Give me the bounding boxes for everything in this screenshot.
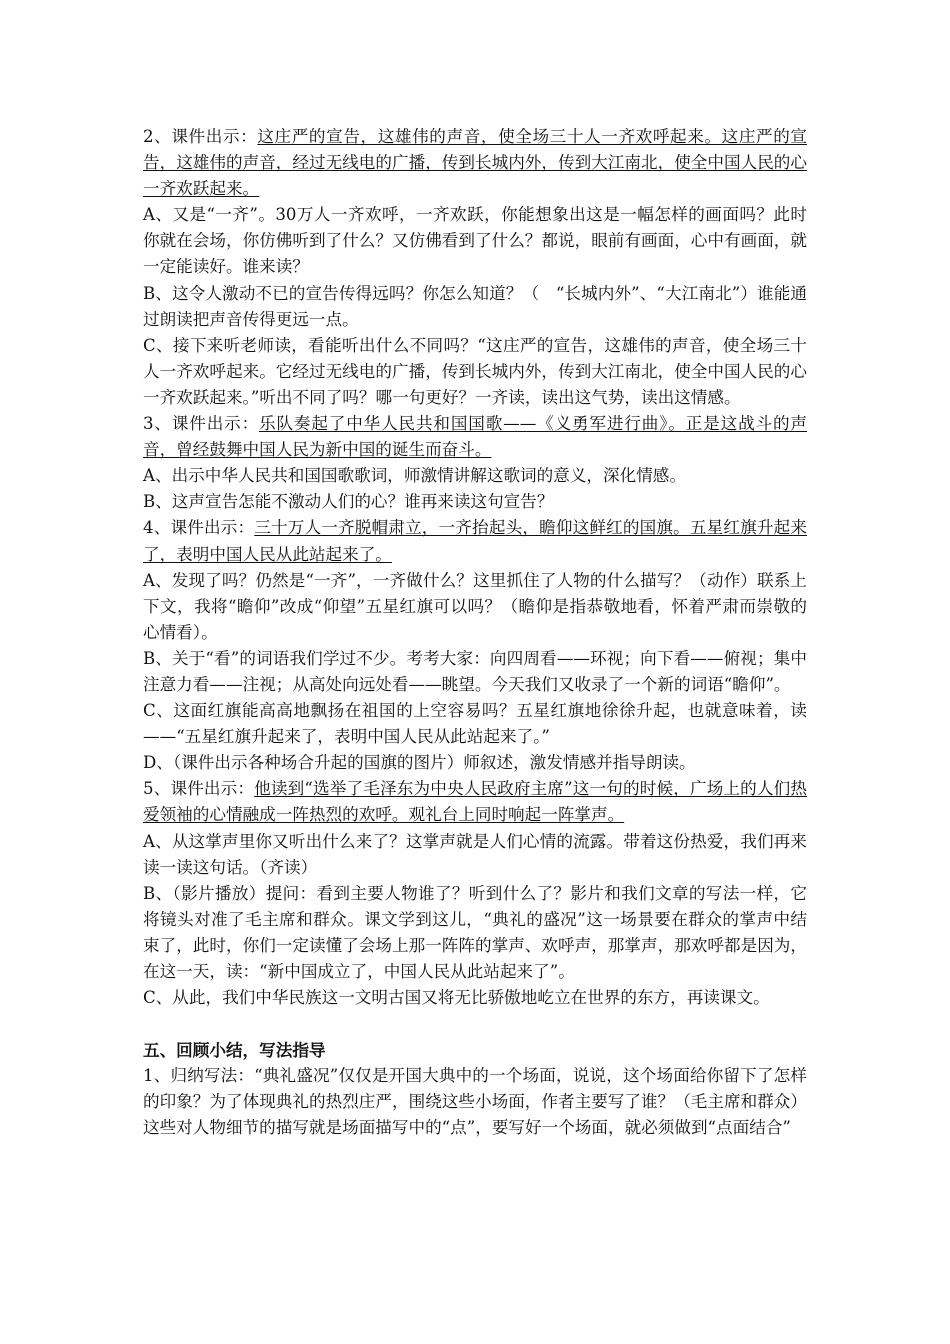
paragraph-4c: C、这面红旗能高高地飘扬在祖国的上空容易吗？五星红旗地徐徐升起，也就意味着，读——“五星红旗升起来了，表明中国人民从此站起来了。” xyxy=(143,701,807,747)
paragraph-4b: B、关于“看”的词语我们学过不少。考考大家：向四周看——环视；向下看——俯视；集中注意力看——注视；从高处向远处看——眺望。今天我们又收录了一个新的词语“瞻仰”。 xyxy=(143,648,807,694)
paragraph-5b: B、（影片播放）提问：看到主要人物谁了？听到什么了？影片和我们文章的写法一样，它将镜头对准了毛主席和群众。课文学到这儿，“典礼的盛况”这一场景要在群众的掌声中结束了，此时，你们一定读懂了会场上那一阵阵的掌声、欢呼声，那掌声，那欢呼都是因为，在这一天，读：“新中国成立了，中国人民从此站起来了”。 xyxy=(143,883,807,981)
item-label: 4、课件出示： xyxy=(143,518,255,538)
underlined-quote: 他读到“选举了毛泽东为中央人民政府主席”这一句的时候，广场上的人们热爱领袖的心情融成一阵热烈的欢呼。观礼台上同时响起一阵掌声。 xyxy=(143,779,807,825)
courseware-item-4 xyxy=(143,515,807,567)
paragraph-4a: A、发现了吗？仍然是“一齐”，一齐做什么？这里抓住了人物的什么描写？（动作）联系上下文，我将“瞻仰”改成“仰望”五星红旗可以吗？（瞻仰是指恭敬地看，怀着严肃而崇敬的心情看）。 xyxy=(143,570,807,642)
courseware-item-5 xyxy=(143,776,807,828)
underlined-quote: 这庄严的宣告，这雄伟的声音，使全场三十人一齐欢呼起来。这庄严的宣告，这雄伟的声音，经过无线电的广播，传到长城内外，传到大江南北，使全中国人民的心一齐欢跃起来。 xyxy=(143,127,808,199)
document-page xyxy=(143,124,807,1142)
paragraph-summary: 1、归纳写法：“典礼盛况”仅仅是开国大典中的一个场面，说说，这个场面给你留下了怎样的印象？为了体现典礼的热烈庄严，围绕这些小场面，作者主要写了谁？（毛主席和群众）这些对人物细节的描写就是场面描写中的“点”，要写好一个场面，就必须做到“点面结合” xyxy=(143,1066,807,1138)
paragraph-3a: A、出示中华人民共和国国歌歌词，师激情讲解这歌词的意义，深化情感。 xyxy=(143,466,686,486)
underlined-quote: 三十万人一齐脱帽肃立，一齐抬起头，瞻仰这鲜红的国旗。五星红旗升起来了，表明中国人民从此站起来了。 xyxy=(143,518,807,564)
item-label: 3、课件出示： xyxy=(143,414,260,434)
underlined-quote: 乐队奏起了中华人民共和国国歌——《义勇军进行曲》。正是这战斗的声音，曾经鼓舞中国人民为新中国的诞生而奋斗。 xyxy=(143,414,808,460)
paragraph-5c: C、从此，我们中华民族这一文明古国又将无比骄傲地屹立在世界的东方，再读课文。 xyxy=(143,988,770,1008)
paragraph-4d: D、（课件出示各种场合升起的国旗的图片）师叙述，激发情感并指导朗读。 xyxy=(143,753,696,773)
item-label: 5、课件出示： xyxy=(143,779,255,799)
courseware-item-2 xyxy=(143,124,807,202)
paragraph-2b: B、这令人激动不已的宣告传得远吗？你怎么知道？（ “长城内外”、“大江南北”）谁能通过朗读把声音传得更远一点。 xyxy=(143,283,807,329)
courseware-item-3 xyxy=(143,411,807,463)
paragraph-5a: A、从这掌声里你又听出什么来了？这掌声就是人们心情的流露。带着这份热爱，我们再来读一读这句话。（齐读） xyxy=(143,831,807,877)
paragraph-3b: B、这声宣告怎能不激动人们的心？谁再来读这句宣告？ xyxy=(143,492,554,512)
paragraph-2a: A、又是“一齐”。30万人一齐欢呼，一齐欢跃，你能想象出这是一幅怎样的画面吗？此时你就在会场，你仿佛听到了什么？又仿佛看到了什么？都说，眼前有画面，心中有画面，就一定能读好。谁来读？ xyxy=(143,205,807,277)
section-heading: 五、回顾小结，写法指导 xyxy=(143,1040,326,1061)
paragraph-2c: C、接下来听老师读，看能听出什么不同吗？“这庄严的宣告，这雄伟的声音，使全场三十人一齐欢呼起来。它经过无线电的广播，传到长城内外，传到大江南北，使全中国人民的心一齐欢跃起来。”听出不同了吗？哪一句更好？一齐读，读出这气势，读出这情感。 xyxy=(143,335,807,407)
item-label: 2、课件出示： xyxy=(143,127,258,146)
